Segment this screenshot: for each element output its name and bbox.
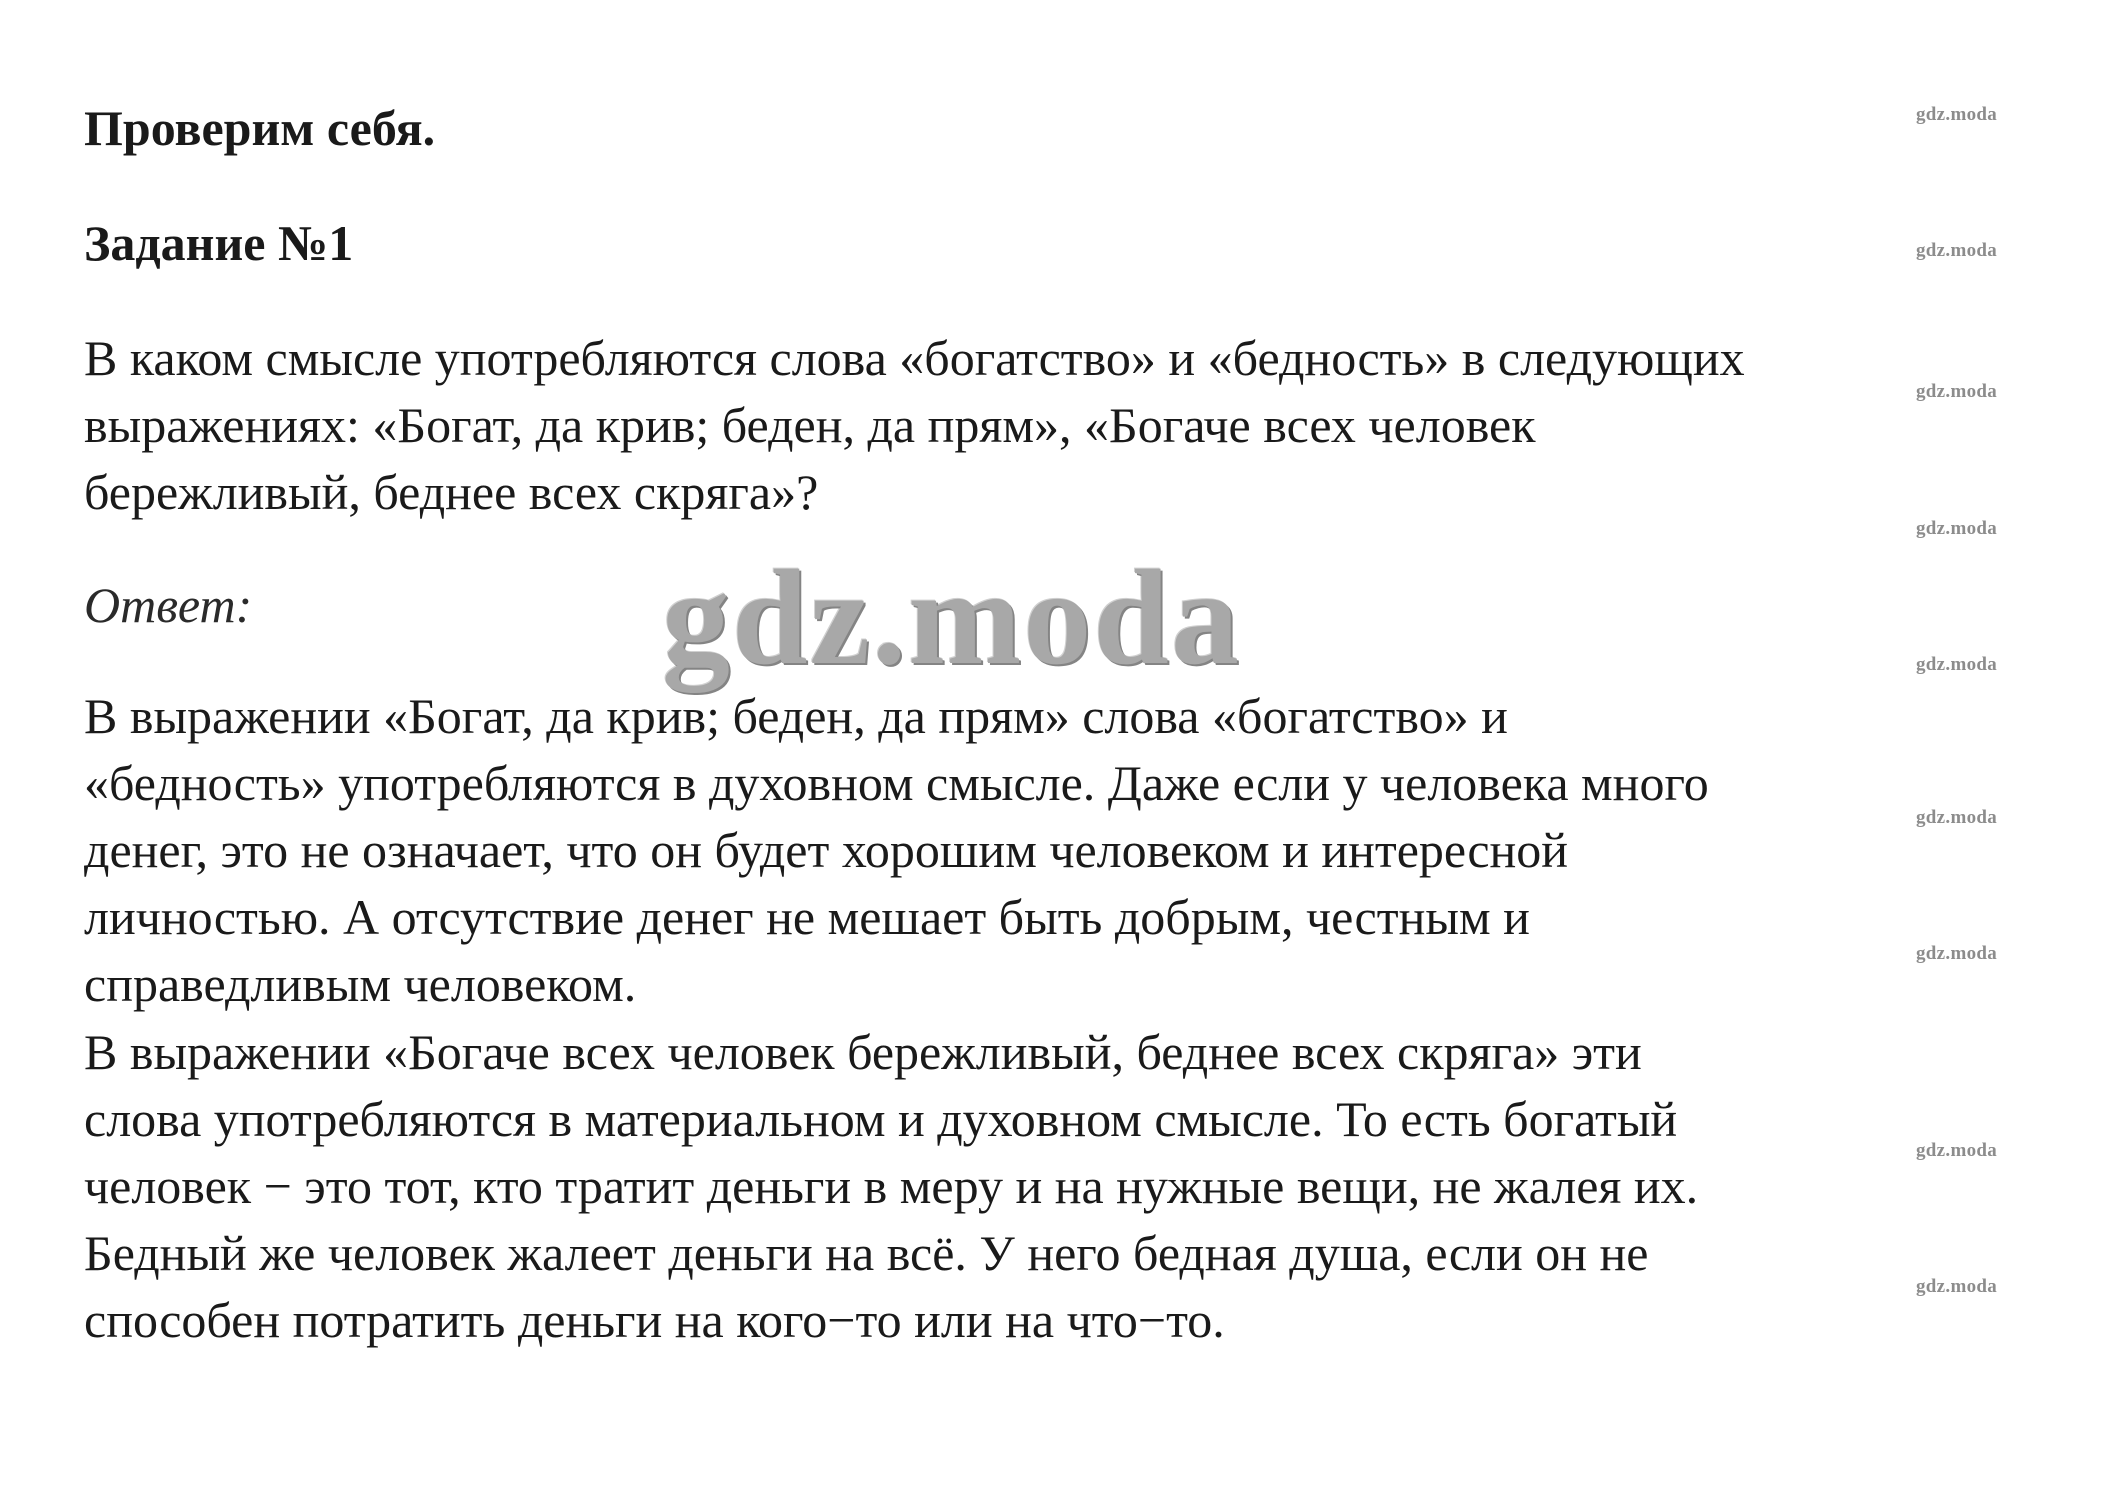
answer-line: слова употребляются в материальном и духовном смысле. То есть богатый	[84, 1091, 1678, 1147]
watermark-logo: gdz.moda	[662, 543, 1241, 693]
answer-line: «бедность» употребляются в духовном смысле. Даже если у человека много	[84, 755, 1709, 811]
answer-line: человек − это тот, кто тратит деньги в меру и на нужные вещи, не жалея их.	[84, 1158, 1699, 1214]
watermark-text: gdz.moda	[1916, 381, 1998, 402]
watermark-text: gdz.moda	[1916, 1276, 1998, 1297]
answer-line: личностью. А отсутствие денег не мешает быть добрым, честным и	[84, 889, 1530, 945]
answer-label: Ответ:	[84, 577, 253, 633]
question-text	[84, 325, 2074, 526]
watermark-text: gdz.moda	[1916, 240, 1998, 261]
answer-paragraph-1	[84, 683, 2074, 1018]
answer-paragraph-2	[84, 1019, 2074, 1354]
watermark-text: gdz.moda	[1916, 943, 1998, 964]
answer-line: способен потратить деньги на кого−то или на что−то.	[84, 1292, 1225, 1348]
watermark-text: gdz.moda	[1916, 654, 1998, 675]
question-line: выражениях: «Богат, да крив; беден, да прям», «Богаче всех человек	[84, 397, 1536, 453]
section-heading: Проверим себя.	[84, 100, 436, 156]
answer-line: денег, это не означает, что он будет хорошим человеком и интересной	[84, 822, 1569, 878]
watermark-text: gdz.moda	[1916, 807, 1998, 828]
watermark-text: gdz.moda	[1916, 1140, 1998, 1161]
question-line: В каком смысле употребляются слова «богатство» и «бедность» в следующих	[84, 330, 1745, 386]
question-line: бережливый, беднее всех скряга»?	[84, 464, 819, 520]
answer-line: справедливым человеком.	[84, 956, 637, 1012]
answer-line: В выражении «Богат, да крив; беден, да прям» слова «богатство» и	[84, 688, 1508, 744]
watermark-text: gdz.moda	[1916, 104, 1998, 125]
task-heading: Задание №1	[84, 215, 354, 271]
answer-line: Бедный же человек жалеет деньги на всё. У него бедная душа, если он не	[84, 1225, 1649, 1281]
watermark-text: gdz.moda	[1916, 518, 1998, 539]
answer-line: В выражении «Богаче всех человек бережливый, беднее всех скряга» эти	[84, 1024, 1642, 1080]
